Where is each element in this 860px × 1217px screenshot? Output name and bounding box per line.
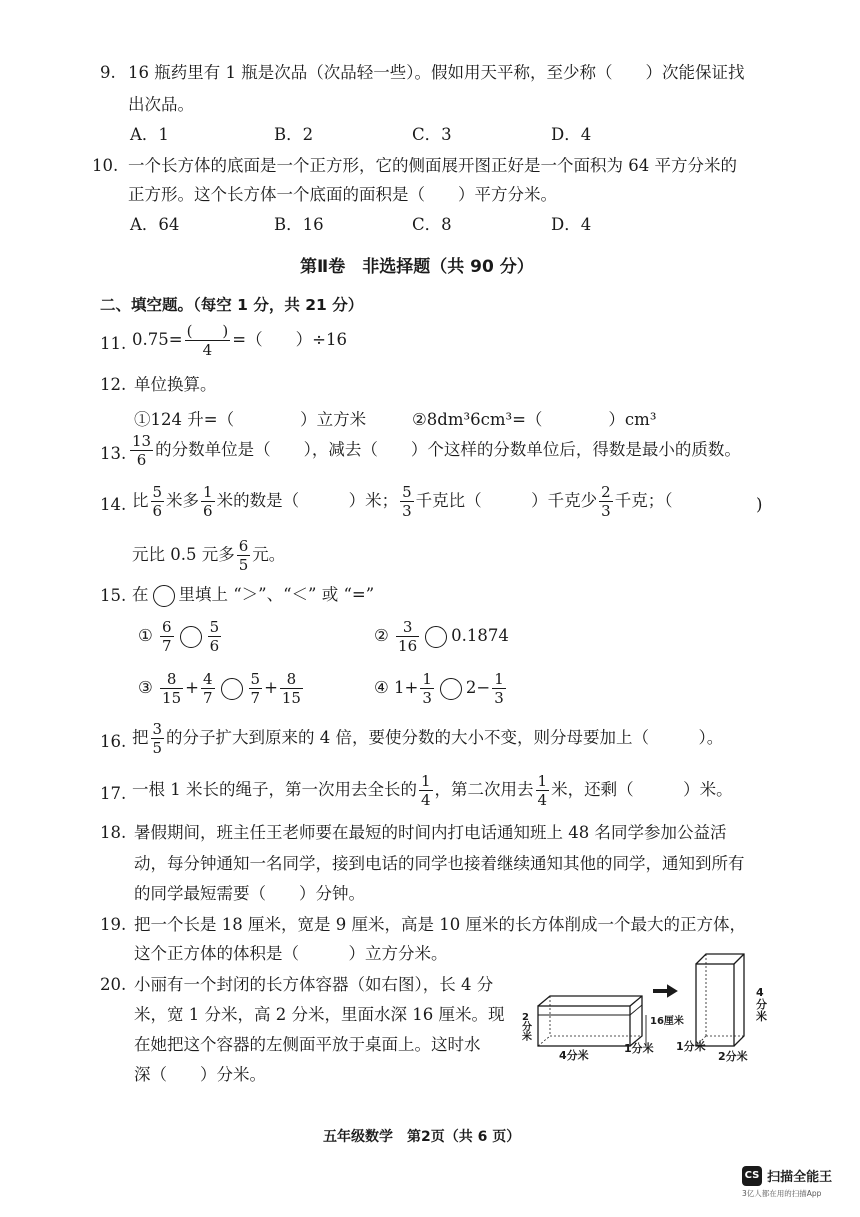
- part-heading: 二、填空题。（每空 1 分，共 21 分）: [100, 296, 364, 314]
- expr-part: 0.75=: [132, 330, 183, 349]
- left-height-label: 2 分 米: [522, 1012, 532, 1043]
- camscanner-logo-icon: CS: [742, 1166, 762, 1186]
- question-12-a: ①124 升=（ ）立方米: [134, 410, 367, 429]
- question-9-line2: 出次品。: [128, 95, 194, 114]
- item-label: ③: [138, 678, 153, 697]
- text: 米的数是（ ）米；: [216, 491, 399, 510]
- right-height-label: 4 分 米: [756, 986, 767, 1023]
- answer-circle[interactable]: [425, 626, 447, 648]
- question-15-intro: [132, 584, 374, 607]
- fraction-numerator: 1: [203, 483, 213, 501]
- fraction-denominator: 7: [202, 689, 213, 707]
- page-footer: 五年级数学 第2页（共 6 页）: [323, 1129, 521, 1145]
- scanner-watermark: [742, 1165, 832, 1199]
- fraction: [249, 670, 263, 707]
- fraction: [130, 432, 153, 469]
- answer-circle[interactable]: [153, 585, 175, 607]
- option-a: A．1: [130, 125, 169, 144]
- section-title: 第Ⅱ卷 非选择题（共 90 分）: [300, 257, 534, 277]
- left-length-label: 4分米: [559, 1049, 589, 1062]
- question-20-line4: 深（ ）分米。: [134, 1065, 266, 1084]
- question-9-line1: 16 瓶药里有 1 瓶是次品（次品轻一些）。假如用天平称，至少称（ ）次能保证找: [128, 63, 745, 82]
- text: 的分子扩大到原来的 4 倍，要使分数的大小不变，则分母要加上（ ）。: [166, 728, 724, 747]
- text: 千克；（: [614, 491, 673, 510]
- question-20-line3: 在她把这个容器的左侧面平放于桌面上。这时水: [134, 1035, 481, 1054]
- question-number: 16.: [100, 732, 127, 751]
- question-number: 15.: [100, 586, 127, 605]
- fraction-denominator: 5: [152, 739, 163, 757]
- text: 比: [132, 491, 149, 510]
- fraction-denominator: 4: [202, 341, 213, 359]
- question-number: 10.: [92, 156, 119, 175]
- fraction: [492, 670, 506, 707]
- fraction-denominator: 7: [162, 637, 172, 655]
- fraction-denominator: 6: [152, 502, 163, 520]
- question-13-text: 的分数单位是（ ），减去（ ）个这样的分数单位后，得数是最小的质数。: [155, 440, 741, 459]
- fraction-denominator: 6: [209, 637, 220, 655]
- fraction-numerator: 8: [160, 670, 183, 689]
- question-15-item-2: [374, 618, 509, 655]
- water-depth-label: 16厘米: [650, 1016, 684, 1027]
- right-box-edge: [734, 954, 744, 964]
- fraction: [201, 483, 215, 520]
- fraction: [160, 670, 183, 707]
- fraction-numerator: 3: [152, 720, 163, 738]
- right-width-label: 1分米: [676, 1040, 706, 1053]
- answer-circle[interactable]: [440, 678, 462, 700]
- question-19-line2: 这个正方体的体积是（ ）立方分米。: [134, 944, 448, 963]
- left-box-front: [538, 1006, 630, 1046]
- question-15-item-4: [374, 670, 508, 707]
- question-18-line1: 暑假期间，班主任王老师要在最短的时间内打电话通知班上 48 名同学参加公益活: [134, 823, 727, 842]
- fraction: [419, 772, 433, 809]
- answer-circle[interactable]: [221, 678, 243, 700]
- question-18-line3: 的同学最短需要（ ）分钟。: [134, 884, 365, 903]
- fraction-denominator: 4: [537, 791, 548, 809]
- option-c: C．3: [412, 125, 452, 144]
- text: 在: [132, 585, 149, 604]
- text: 米，还剩（ ）米。: [551, 780, 733, 799]
- fraction-numerator: 1: [537, 772, 548, 790]
- water-line: [630, 1005, 642, 1015]
- fraction: [280, 670, 303, 707]
- right-box-front: [696, 964, 734, 1046]
- compare-value: 0.1874: [451, 626, 509, 645]
- question-number: 12.: [100, 375, 127, 394]
- text: 米多: [166, 491, 200, 510]
- fraction-numerator: 1: [421, 772, 431, 790]
- question-11: [132, 322, 347, 359]
- question-15-item-3: [138, 670, 305, 707]
- text: 元比 0.5 元多: [132, 545, 235, 564]
- fraction-numerator: 13: [132, 432, 152, 450]
- fraction-denominator: 6: [136, 451, 147, 469]
- fraction: [160, 618, 174, 655]
- expr-part: =（ ）÷16: [232, 330, 347, 349]
- text: 千克比（ ）千克少: [415, 491, 598, 510]
- question-10-line2: 正方形。这个长方体一个底面的面积是（ ）平方分米。: [128, 185, 557, 204]
- fraction-numerator: 5: [209, 618, 220, 636]
- fraction-denominator: 6: [203, 502, 213, 520]
- fraction: [151, 483, 165, 520]
- fraction-denominator: 4: [421, 791, 431, 809]
- question-10-line1: 一个长方体的底面是一个正方形，它的侧面展开图正好是一个面积为 64 平方分米的: [128, 156, 737, 175]
- fraction: [420, 670, 434, 707]
- fraction: [400, 483, 414, 520]
- left-width-label: 1分米: [624, 1042, 654, 1055]
- fraction-denominator: 3: [601, 502, 611, 520]
- item-label: ①: [138, 626, 153, 645]
- fraction-numerator: 5: [250, 670, 261, 688]
- question-14-line1: [132, 483, 672, 520]
- fraction-denominator: 3: [402, 502, 412, 520]
- fraction: [599, 483, 613, 520]
- item-label: ④: [374, 678, 389, 697]
- question-number: 13.: [100, 444, 127, 463]
- question-number: 9.: [100, 63, 116, 82]
- item-label: ②: [374, 626, 389, 645]
- question-number: 20.: [100, 975, 127, 994]
- fraction-numerator: 5: [402, 483, 412, 501]
- watermark-tagline: 3亿人都在用的扫描App: [742, 1188, 822, 1198]
- text: ，第二次用去: [434, 780, 534, 799]
- fraction-denominator: 15: [281, 689, 301, 707]
- option-c: C．8: [412, 215, 452, 234]
- fraction-denominator: 3: [494, 689, 504, 707]
- fraction-numerator: 1: [494, 670, 504, 688]
- fraction-numerator: 6: [162, 618, 172, 636]
- operator: +: [185, 678, 199, 697]
- closing-paren: ): [756, 495, 763, 514]
- question-12-b: ②8dm³6cm³=（ ）cm³: [412, 410, 657, 429]
- left-box-top-side: [538, 996, 642, 1046]
- operator: +: [264, 678, 278, 697]
- fraction-numerator: 8: [280, 670, 303, 689]
- fraction-numerator: 1: [422, 670, 432, 688]
- fraction: [536, 772, 550, 809]
- question-number: 19.: [100, 915, 127, 934]
- expr-part: 2−: [465, 678, 491, 697]
- question-13: [128, 432, 741, 469]
- option-b: B．16: [274, 215, 324, 234]
- expr-part: 1+: [394, 678, 419, 697]
- fraction-numerator: 2: [601, 483, 611, 501]
- question-number: 11.: [100, 334, 127, 353]
- fraction: [151, 720, 165, 757]
- question-number: 14.: [100, 495, 127, 514]
- watermark-brand: 扫描全能王: [767, 1170, 833, 1185]
- question-12-line1: 单位换算。: [134, 375, 217, 394]
- fraction: [185, 322, 231, 359]
- question-19-line1: 把一个长是 18 厘米，宽是 9 厘米，高是 10 厘米的长方体削成一个最大的正方体，: [134, 915, 746, 934]
- fraction-numerator: 5: [152, 483, 163, 501]
- fraction: [201, 670, 215, 707]
- fraction-numerator: ( ): [186, 322, 229, 340]
- right-length-label: 2分米: [718, 1050, 748, 1063]
- fraction-denominator: 15: [162, 689, 182, 707]
- arrow-icon: [654, 986, 676, 996]
- question-20-line1: 小丽有一个封闭的长方体容器（如右图），长 4 分: [134, 975, 494, 994]
- option-a: A．64: [130, 215, 180, 234]
- text: 里填上 “＞”、“＜” 或 “=”: [178, 585, 375, 604]
- question-15-item-1: [138, 618, 223, 655]
- fraction-denominator: 5: [238, 556, 249, 574]
- fraction-numerator: 4: [202, 670, 213, 688]
- fraction-denominator: 7: [250, 689, 261, 707]
- hidden-edge: [538, 1036, 550, 1046]
- left-box-edge: [630, 996, 642, 1006]
- fraction-denominator: 3: [422, 689, 432, 707]
- question-number: 18.: [100, 823, 127, 842]
- right-box-top-side: [696, 954, 744, 1046]
- fraction-numerator: 3: [396, 618, 419, 637]
- option-b: B．2: [274, 125, 314, 144]
- text: 一根 1 米长的绳子，第一次用去全长的: [132, 780, 417, 799]
- question-17: [132, 772, 733, 809]
- question-20-line2: 米，宽 1 分米，高 2 分米，里面水深 16 厘米。现: [134, 1005, 505, 1024]
- question-16: [132, 720, 723, 757]
- answer-circle[interactable]: [180, 626, 202, 648]
- question-14-line2: [132, 537, 285, 574]
- fraction: [208, 618, 222, 655]
- question-number: 17.: [100, 784, 127, 803]
- text: 元。: [252, 545, 286, 564]
- fraction-denominator: 16: [398, 637, 418, 655]
- option-d: D．4: [551, 125, 592, 144]
- text: 把: [132, 728, 149, 747]
- question-18-line2: 动，每分钟通知一名同学，接到电话的同学也接着继续通知其他的同学，通知到所有: [134, 854, 745, 873]
- fraction: [237, 537, 251, 574]
- option-d: D．4: [551, 215, 592, 234]
- fraction: [396, 618, 419, 655]
- fraction-numerator: 6: [238, 537, 249, 555]
